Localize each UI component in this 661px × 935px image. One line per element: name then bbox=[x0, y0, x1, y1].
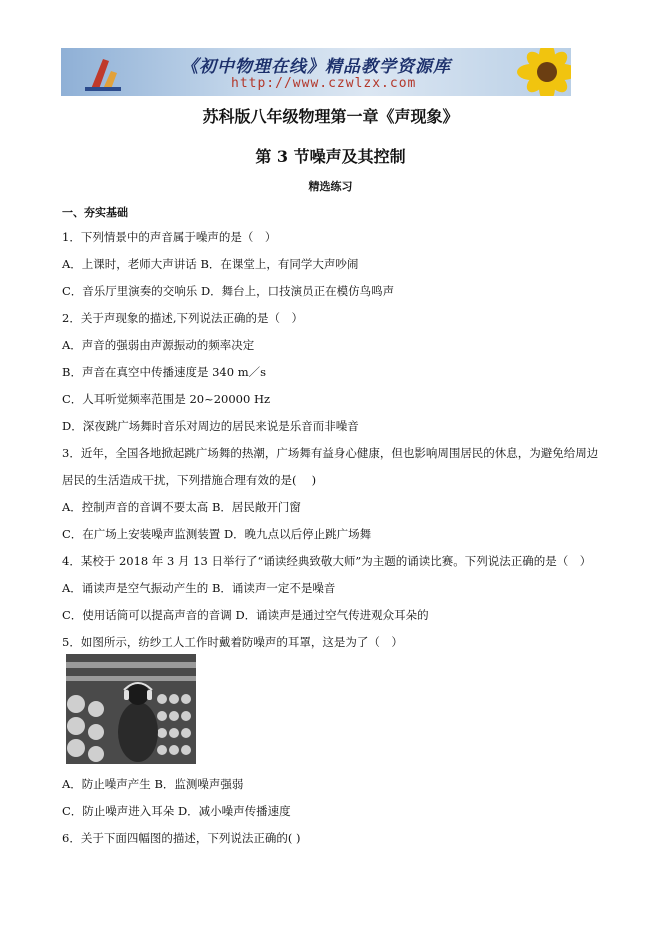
option-line: A．控制声音的音调不要太高 B．居民敞开门窗 bbox=[62, 500, 301, 514]
option-line: B．声音在真空中传播速度是 340 m／s bbox=[62, 365, 267, 379]
question-line: 6．关于下面四幅图的描述，下列说法正确的( ) bbox=[62, 831, 301, 845]
option-line: C．使用话筒可以提高声音的音调 D．诵读声是通过空气传进观众耳朵的 bbox=[62, 608, 429, 622]
question-line: 1．下列情景中的声音属于噪声的是（ ） bbox=[62, 230, 277, 244]
option-line: C．音乐厅里演奏的交响乐 D．舞台上，口技演员正在模仿鸟鸣声 bbox=[62, 284, 395, 298]
option-line: A．诵读声是空气振动产生的 B．诵读声一定不是噪音 bbox=[62, 581, 336, 595]
sunflower-icon bbox=[507, 48, 571, 96]
question-line: 2．关于声现象的描述,下列说法正确的是（ ） bbox=[62, 311, 303, 325]
document-title: 苏科版八年级物理第一章《声现象》 bbox=[202, 107, 459, 126]
exercise-tag: 精选练习 bbox=[308, 180, 353, 193]
option-line: C．人耳听觉频率范围是 20~20000 Hz bbox=[62, 392, 271, 406]
textile-worker-photo bbox=[66, 654, 196, 764]
option-line: A．防止噪声产生 B．监测噪声强弱 bbox=[62, 777, 244, 791]
question-line: 5．如图所示，纺纱工人工作时戴着防噪声的耳罩，这是为了（ ） bbox=[62, 635, 403, 649]
option-line: D．深夜跳广场舞时音乐对周边的居民来说是乐音而非噪音 bbox=[62, 419, 359, 433]
question-line: 4．某校于 2018 年 3 月 13 日举行了“诵读经典致敬大师”为主题的诵读比赛。下列说法正确的是（ ） bbox=[62, 554, 592, 568]
question-line: 3．近年，全国各地掀起跳广场舞的热潮，广场舞有益身心健康，但也影响周围居民的休息，为避免给周边 bbox=[62, 446, 599, 460]
section-title: 第 3 节噪声及其控制 bbox=[255, 147, 406, 166]
option-line: A．上课时，老师大声讲话 B．在课堂上，有同学大声吵闹 bbox=[62, 257, 359, 271]
option-line: C．防止噪声进入耳朵 D．减小噪声传播速度 bbox=[62, 804, 291, 818]
site-banner bbox=[61, 48, 571, 96]
banner-url: http://www.czwlzx.com bbox=[231, 76, 417, 91]
option-line: A．声音的强弱由声源振动的频率决定 bbox=[62, 338, 255, 352]
option-line: C．在广场上安装噪声监测装置 D．晚九点以后停止跳广场舞 bbox=[62, 527, 372, 541]
question-line: 居民的生活造成干扰，下列措施合理有效的是( ) bbox=[62, 473, 317, 487]
banner-title: 《初中物理在线》精品教学资源库 bbox=[181, 57, 451, 77]
site-logo-icon bbox=[81, 53, 125, 93]
part-heading: 一、夯实基础 bbox=[62, 206, 128, 219]
